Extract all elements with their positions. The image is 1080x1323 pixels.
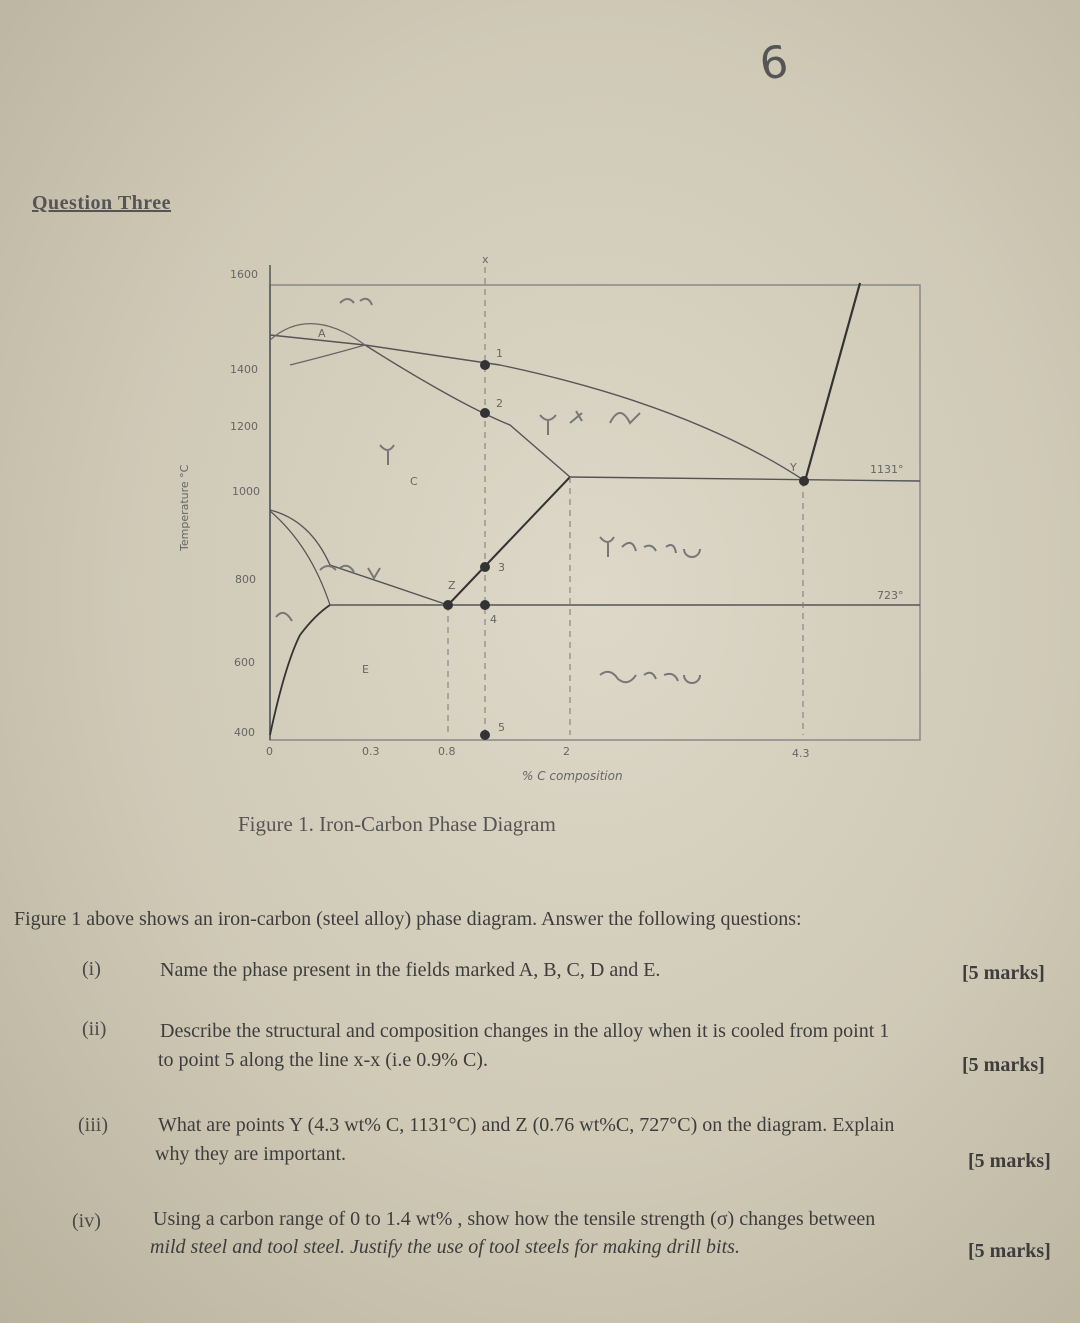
- question-text-cont: to point 5 along the line x-x (i.e 0.9% C).: [158, 1049, 488, 1071]
- handwritten-annotations: [276, 299, 700, 683]
- field-label-a: A: [318, 327, 326, 340]
- x-tick-label: 2: [563, 745, 570, 758]
- y-tick-label: 800: [235, 573, 256, 586]
- x-tick-label: 0: [266, 745, 273, 758]
- point-y-dot: [799, 476, 809, 486]
- point-2-dot: [480, 408, 490, 418]
- point-1-dot: [480, 360, 490, 370]
- question-number: (iii): [78, 1114, 108, 1136]
- field-label-c: C: [410, 475, 418, 488]
- point-label: 2: [496, 397, 503, 410]
- point-5-dot: [480, 730, 490, 740]
- acm-line: [448, 477, 570, 605]
- question-marks: [5 marks]: [962, 962, 1045, 984]
- y-tick-label: 1000: [232, 485, 260, 498]
- y-tick-label: 400: [234, 726, 255, 739]
- y-axis-label: Temperature °C: [178, 464, 191, 551]
- question-text: What are points Y (4.3 wt% C, 1131°C) and Z (0.76 wt%C, 727°C) on the diagram. Explain: [158, 1114, 895, 1136]
- a3-line: [270, 510, 448, 605]
- eutectic-line: [570, 477, 920, 481]
- eutectic-temp-label: 1131°: [870, 463, 904, 476]
- solvus-line: [270, 605, 330, 735]
- question-text: Using a carbon range of 0 to 1.4 wt% , show how the tensile strength (σ) changes between: [153, 1208, 876, 1230]
- field-label-e: E: [362, 663, 369, 676]
- question-marks: [5 marks]: [968, 1240, 1051, 1262]
- question-marks: [5 marks]: [962, 1054, 1045, 1076]
- intro-text: Figure 1 above shows an iron-carbon (steel alloy) phase diagram. Answer the following questions:: [14, 908, 802, 930]
- point-4-dot: [480, 600, 490, 610]
- question-number: (iv): [72, 1210, 101, 1232]
- phase-diagram: [170, 245, 930, 805]
- point-z-label: Z: [448, 579, 456, 592]
- page-number: 6: [756, 36, 792, 91]
- point-label: 4: [490, 613, 497, 626]
- question-text-cont: mild steel and tool steel. Justify the use of tool steels for making drill bits.: [150, 1236, 740, 1258]
- line-x-marker: x: [482, 253, 489, 266]
- y-tick-label: 1600: [230, 268, 258, 281]
- y-tick-label: 600: [234, 656, 255, 669]
- x-tick-label: 0.3: [362, 745, 380, 758]
- question-text-cont: why they are important.: [155, 1143, 347, 1165]
- question-number: (i): [82, 958, 101, 980]
- x-tick-label: 0.8: [438, 745, 456, 758]
- solidus-line: [365, 345, 570, 477]
- question-text: Name the phase present in the fields marked A, B, C, D and E.: [160, 959, 661, 981]
- point-3-dot: [480, 562, 490, 572]
- question-number: (ii): [82, 1018, 107, 1040]
- figure-caption: Figure 1. Iron-Carbon Phase Diagram: [238, 812, 556, 836]
- eutectoid-temp-label: 723°: [877, 589, 904, 602]
- y-tick-label: 1200: [230, 420, 258, 433]
- point-label: 3: [498, 561, 505, 574]
- question-text: Describe the structural and composition changes in the alloy when it is cooled from point 1: [160, 1020, 890, 1042]
- point-y-label: Y: [790, 461, 797, 474]
- y-tick-label: 1400: [230, 363, 258, 376]
- question-marks: [5 marks]: [968, 1150, 1051, 1172]
- cementite-line: [805, 283, 860, 481]
- x-tick-label: 4.3: [792, 747, 810, 760]
- x-axis-label: % C composition: [522, 769, 623, 783]
- point-label: 1: [496, 347, 503, 360]
- point-label: 5: [498, 721, 505, 734]
- question-heading: Question Three: [32, 192, 172, 214]
- point-z-dot: [443, 600, 453, 610]
- liquidus-line: [270, 335, 805, 481]
